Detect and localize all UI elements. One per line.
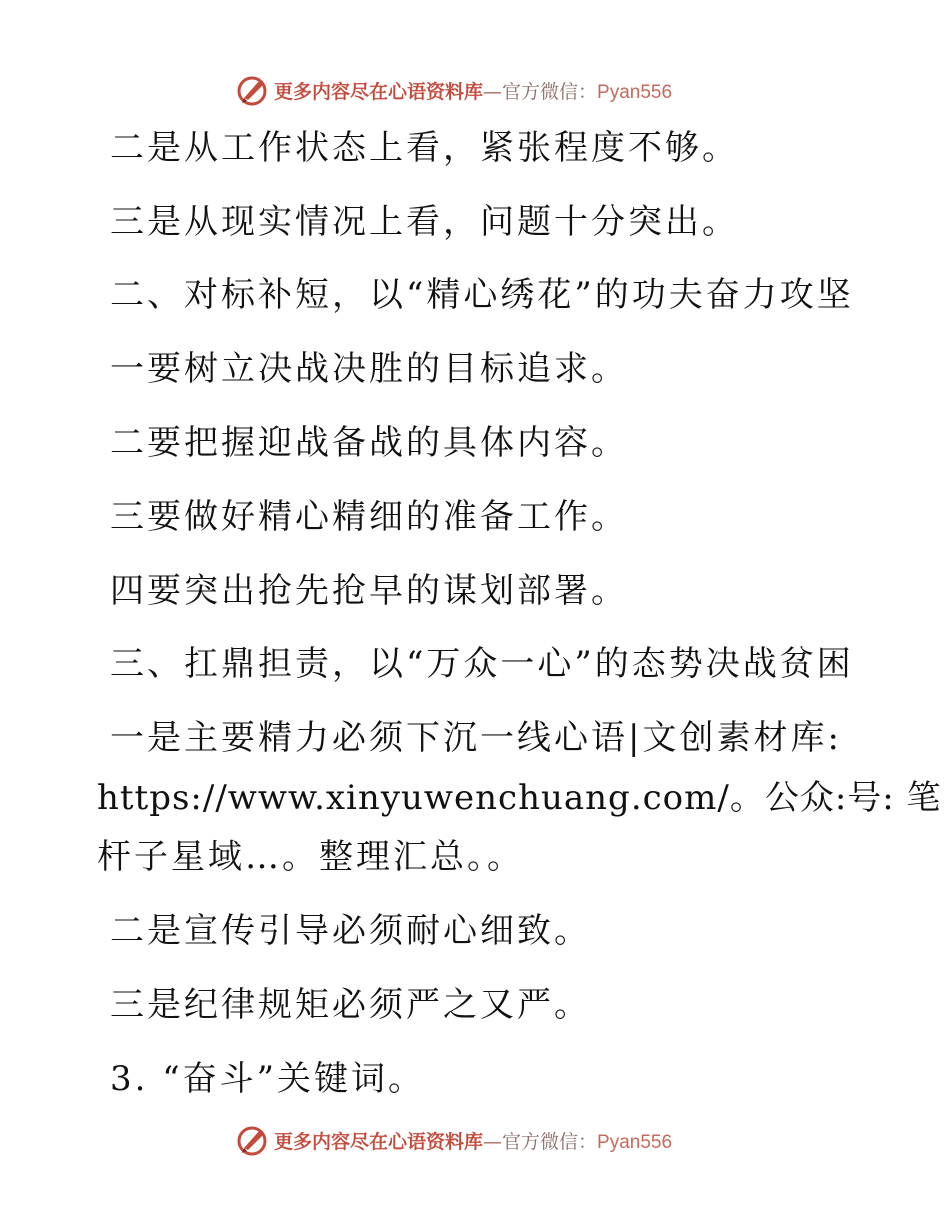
text-line: 3. “奋斗”关键词。	[110, 1059, 426, 1099]
text-line: 三是从现实情况上看，问题十分突出。	[110, 202, 739, 242]
text-line: 一要树立决战决胜的目标追求。	[110, 349, 628, 389]
watermark-text	[274, 77, 672, 104]
watermark-separator: —	[483, 1130, 503, 1153]
text-line: 二要把握迎战备战的具体内容。	[110, 423, 628, 463]
text-line: 四要突出抢先抢早的谋划部署。	[110, 571, 628, 611]
watermark-wechat-id: Pyan556	[597, 1131, 673, 1153]
text-line: https://www.xinyuwenchuang.com/。公众:号: 笔	[97, 778, 942, 818]
section-heading: 三、扛鼎担责，以“万众一心”的态势决战贫困	[110, 644, 854, 684]
watermark-wechat-id: Pyan556	[597, 81, 673, 103]
pen-logo-icon	[234, 1122, 270, 1158]
watermark-wechat-label: 官方微信：	[502, 80, 598, 103]
watermark-main: 更多内容尽在心语资料库	[274, 80, 484, 103]
text-line: 二是从工作状态上看，紧张程度不够。	[110, 128, 739, 168]
text-line: 杆子星域…。整理汇总。。	[97, 837, 524, 877]
watermark-main: 更多内容尽在心语资料库	[274, 1130, 484, 1153]
text-line: 三要做好精心精细的准备工作。	[110, 497, 628, 537]
text-line: 一是主要精力必须下沉一线心语|文创素材库:	[110, 718, 842, 758]
text-line: 三是纪律规矩必须严之又严。	[110, 985, 591, 1025]
section-heading: 二、对标补短，以“精心绣花”的功夫奋力攻坚	[110, 275, 854, 315]
header-watermark	[0, 70, 950, 110]
watermark-wechat-label: 官方微信：	[502, 1130, 598, 1153]
pen-logo-icon	[234, 72, 270, 108]
watermark-separator: —	[483, 80, 503, 103]
text-line: 二是宣传引导必须耐心细致。	[110, 911, 591, 951]
footer-watermark	[0, 1120, 950, 1160]
watermark-text	[274, 1127, 672, 1154]
